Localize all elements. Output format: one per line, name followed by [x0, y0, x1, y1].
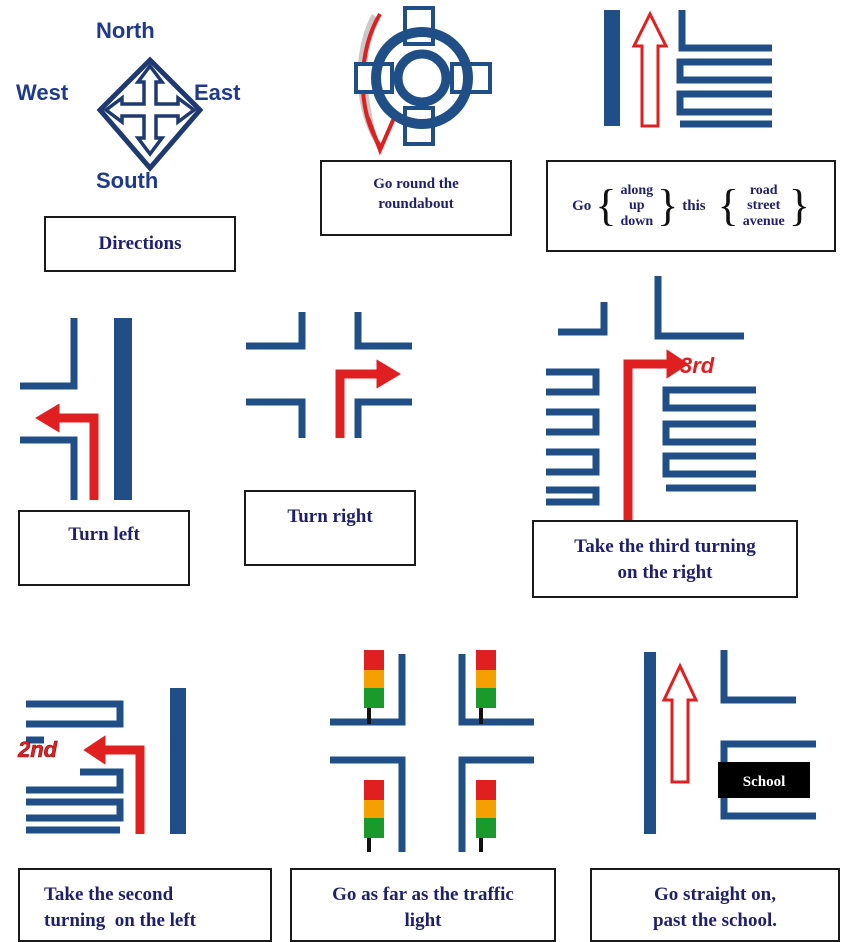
- caption-school-line2: past the school.: [652, 910, 778, 931]
- word-down: down: [620, 213, 654, 229]
- caption-second-turning: [18, 868, 272, 942]
- second-label: 2nd: [18, 737, 58, 762]
- school-label: School: [742, 774, 786, 790]
- word-this: this: [682, 197, 706, 214]
- caption-third-line1: Take the third turning: [574, 536, 756, 557]
- brace-right-icon: }: [657, 181, 679, 230]
- stack-along: [620, 183, 653, 229]
- south-label: South: [96, 168, 159, 193]
- caption-second-line2: turning on the left: [44, 910, 196, 931]
- caption-traffic-light: [290, 868, 556, 942]
- east-label: East: [194, 80, 241, 105]
- caption-school: [590, 868, 840, 942]
- compass-icon: [100, 60, 200, 168]
- third-label: 3rd: [680, 353, 715, 378]
- third-turning-map: [546, 276, 756, 522]
- caption-turn-left-text: Turn left: [68, 524, 140, 545]
- traffic-light-icon: [364, 650, 384, 724]
- traffic-light-map: [330, 654, 534, 852]
- traffic-light-icon: [476, 650, 496, 724]
- brace-right-icon: }: [788, 181, 810, 230]
- turn-left-map: [20, 318, 132, 500]
- word-up: up: [628, 198, 645, 214]
- word-go: Go: [572, 197, 592, 214]
- caption-traffic-line1: Go as far as the traffic: [332, 884, 514, 905]
- north-label: North: [96, 18, 155, 43]
- traffic-light-icon: [364, 780, 384, 852]
- caption-turn-right: [244, 490, 416, 566]
- caption-turn-right-text: Turn right: [287, 506, 373, 527]
- go-along-map: [604, 10, 772, 126]
- caption-directions-text: Directions: [98, 233, 182, 254]
- caption-second-line1: Take the second: [44, 884, 174, 905]
- word-along: along: [620, 182, 654, 198]
- traffic-light-icon: [476, 780, 496, 852]
- caption-roundabout: [320, 160, 512, 236]
- brace-left-icon: {: [595, 181, 617, 230]
- caption-third-turning: [532, 520, 798, 598]
- caption-school-line1: Go straight on,: [654, 884, 776, 905]
- caption-third-line2: on the right: [617, 562, 713, 583]
- roundabout-icon: [356, 8, 490, 150]
- caption-traffic-line2: light: [404, 910, 442, 931]
- word-street: street: [747, 198, 781, 214]
- turn-right-map: [246, 312, 412, 438]
- word-road: road: [749, 182, 778, 198]
- caption-go-along: [546, 160, 836, 252]
- stack-road: [743, 183, 785, 229]
- school-map: [644, 650, 816, 834]
- brace-left-icon: {: [717, 181, 739, 230]
- caption-directions: [44, 216, 236, 272]
- word-avenue: avenue: [742, 213, 785, 229]
- caption-roundabout-line1: Go round the: [373, 176, 459, 192]
- caption-turn-left: [18, 510, 190, 586]
- caption-roundabout-line2: roundabout: [378, 196, 454, 212]
- west-label: West: [16, 80, 69, 105]
- go-along-row: [548, 162, 834, 250]
